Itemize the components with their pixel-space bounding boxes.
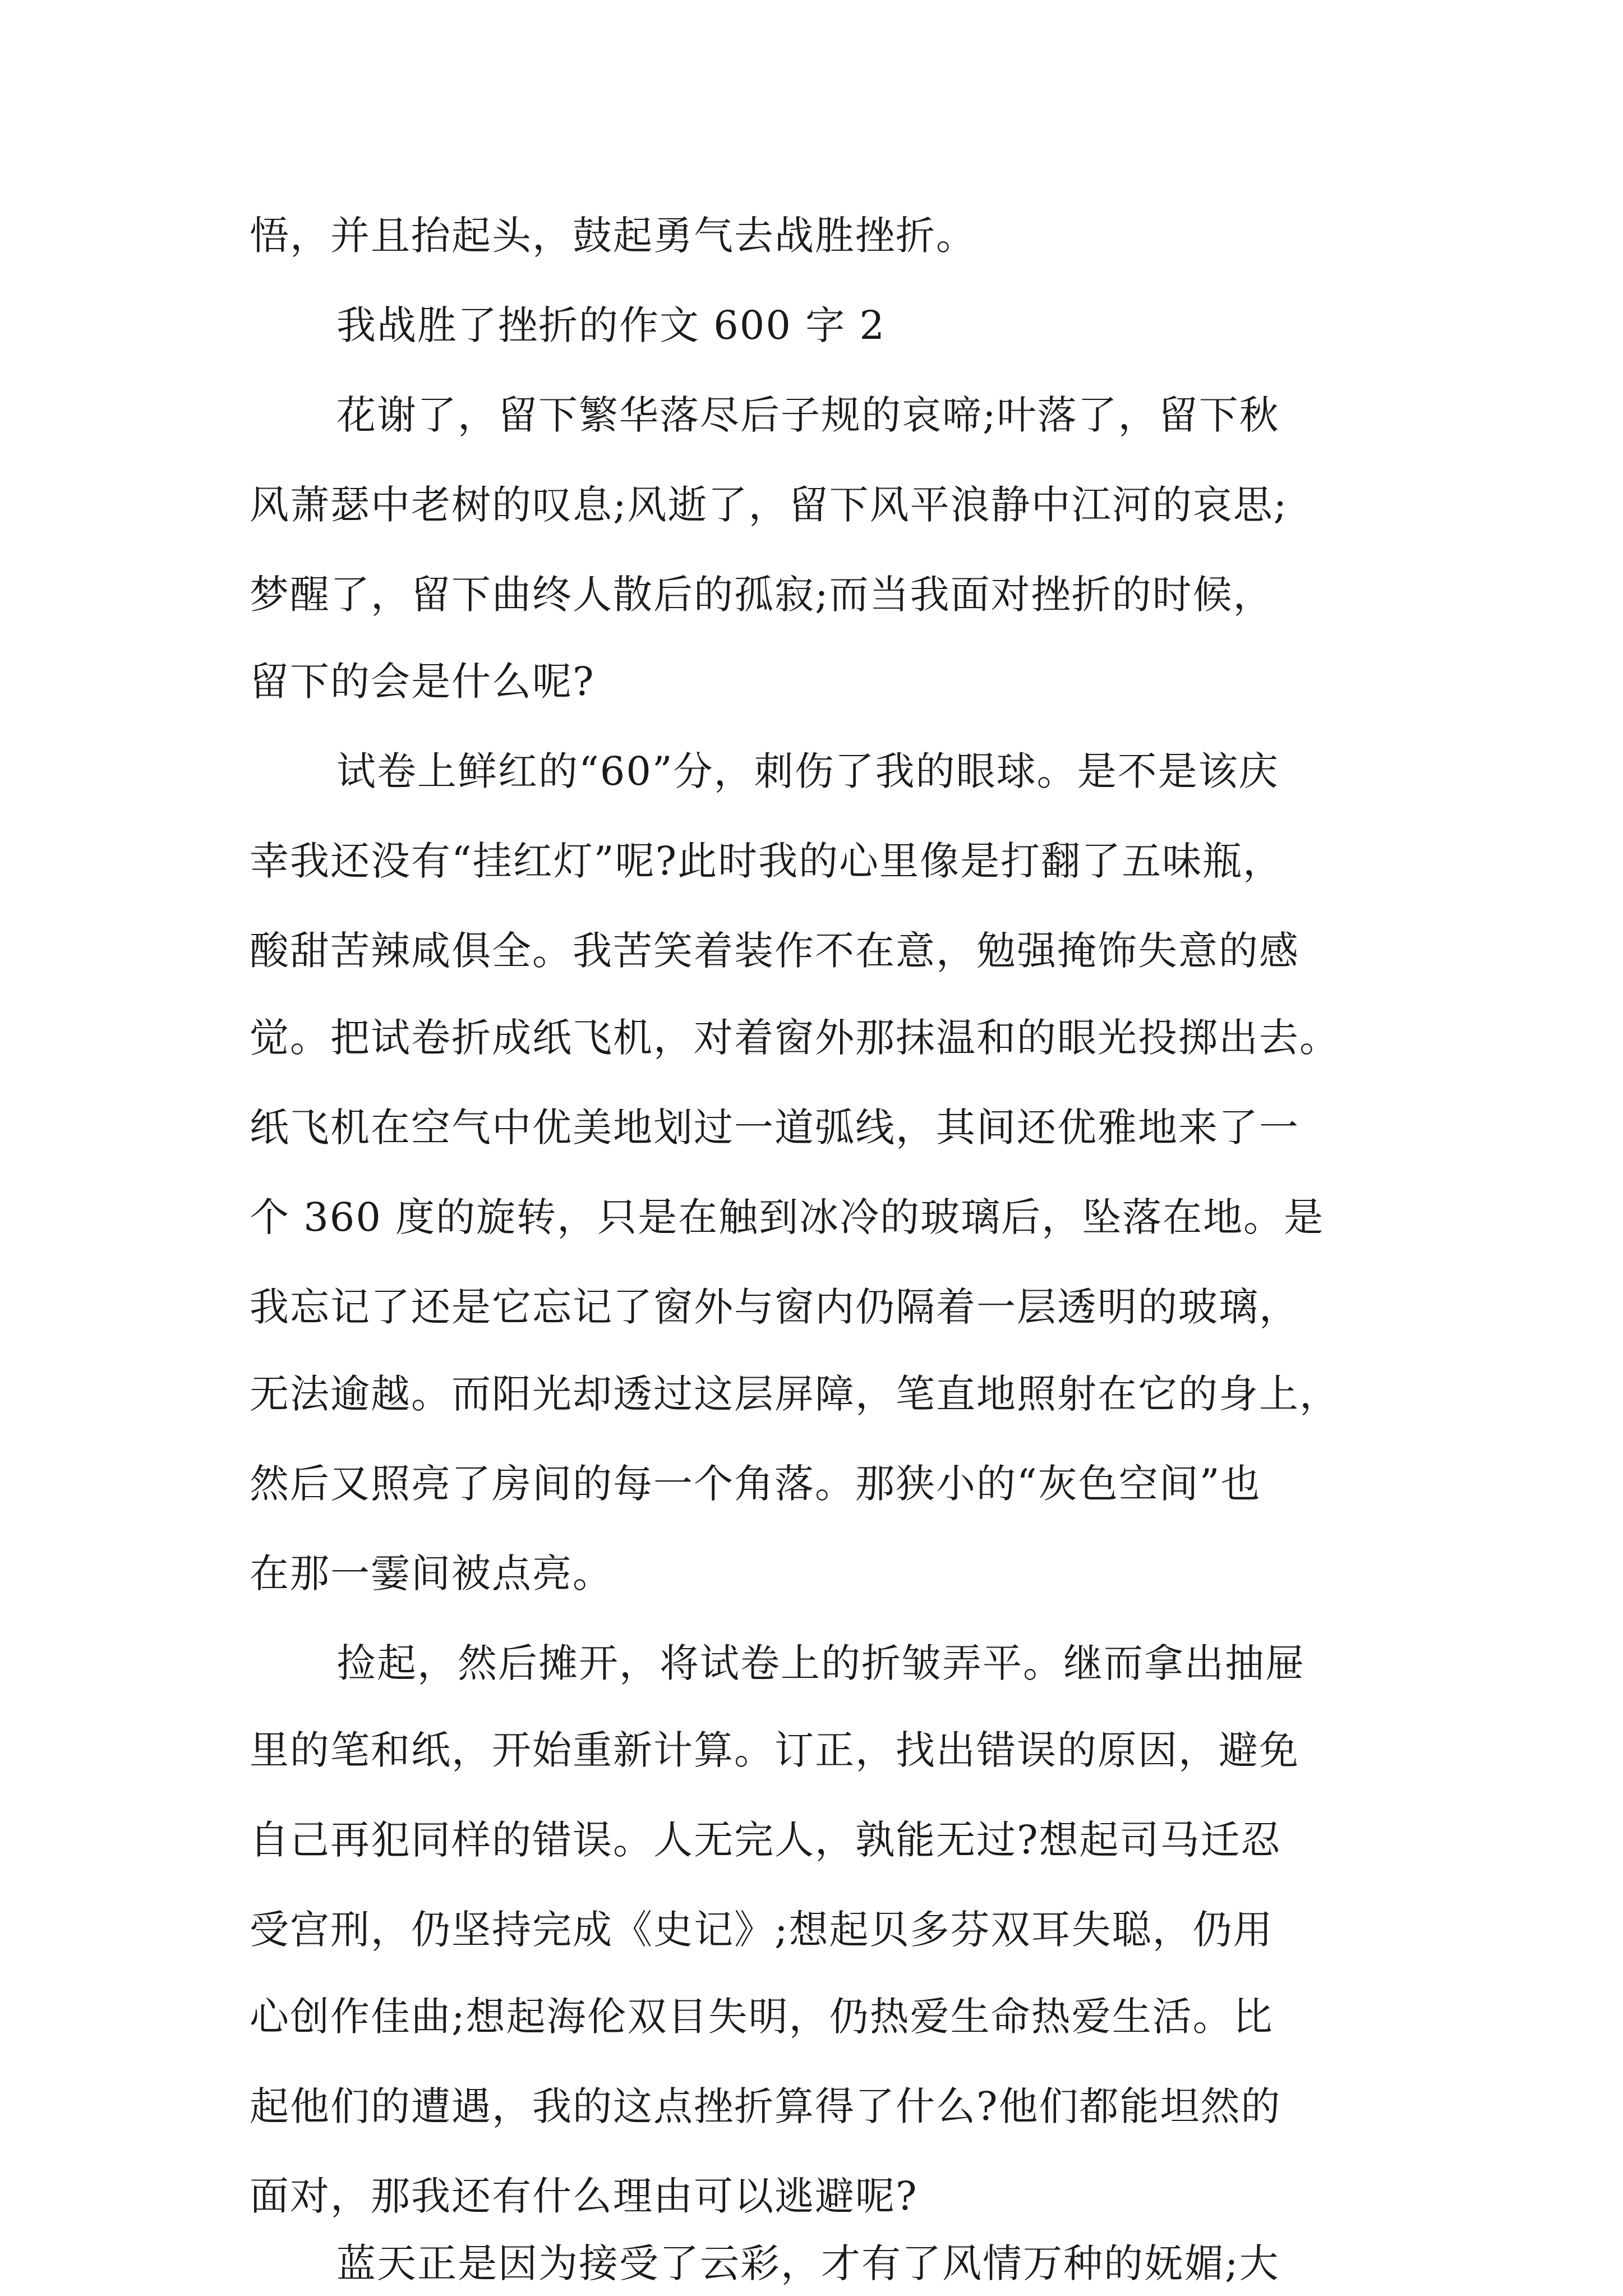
text-line: 纸飞机在空气中优美地划过一道弧线，其间还优雅地来了一 (250, 1105, 1299, 1151)
text-line: 在那一霎间被点亮。 (250, 1550, 613, 1596)
text-line: 试卷上鲜红的“60”分，刺伤了我的眼球。是不是该庆 (336, 748, 1279, 794)
text-line: 个 360 度的旋转，只是在触到冰冷的玻璃后，坠落在地。是 (250, 1194, 1325, 1240)
text-line: 幸我还没有“挂红灯”呢?此时我的心里像是打翻了五味瓶， (250, 838, 1284, 884)
text-line: 觉。把试卷折成纸飞机，对着窗外那抹温和的眼光投掷出去。 (250, 1015, 1340, 1061)
text-line: 自己再犯同样的错误。人无完人，孰能无过?想起司马迁忍 (250, 1817, 1281, 1863)
text-line: 里的笔和纸，开始重新计算。订正，找出错误的原因，避免 (250, 1727, 1299, 1773)
text-line: 花谢了，留下繁华落尽后子规的哀啼;叶落了，留下秋 (336, 392, 1280, 438)
text-line: 我忘记了还是它忘记了窗外与窗内仍隔着一层透明的玻璃， (250, 1284, 1299, 1330)
text-line: 蓝天正是因为接受了云彩，才有了风情万种的妩媚;大 (336, 2240, 1280, 2286)
text-line: 梦醒了，留下曲终人散后的孤寂;而当我面对挫折的时候， (250, 572, 1274, 618)
text-line: 风萧瑟中老树的叹息;风逝了，留下风平浪静中江河的哀思; (250, 482, 1288, 528)
essay-title: 我战胜了挫折的作文 600 字 2 (336, 302, 886, 348)
text-line: 留下的会是什么呢? (250, 659, 595, 705)
text-line: 酸甜苦辣咸俱全。我苦笑着装作不在意，勉强掩饰失意的感 (250, 928, 1299, 974)
text-line: 悟，并且抬起头，鼓起勇气去战胜挫折。 (250, 213, 976, 259)
text-line: 面对，那我还有什么理由可以逃避呢? (250, 2173, 918, 2219)
text-line: 受宫刑，仍坚持完成《史记》;想起贝多芬双耳失聪，仍用 (250, 1907, 1274, 1953)
text-line: 起他们的遭遇，我的这点挫折算得了什么?他们都能坦然的 (250, 2083, 1281, 2129)
text-line: 捡起，然后摊开，将试卷上的折皱弄平。继而拿出抽屉 (336, 1640, 1306, 1686)
text-line: 然后又照亮了房间的每一个角落。那狭小的“灰色空间”也 (250, 1461, 1261, 1507)
text-line: 无法逾越。而阳光却透过这层屏障，笔直地照射在它的身上， (250, 1371, 1340, 1417)
text-line: 心创作佳曲;想起海伦双目失明，仍热爱生命热爱生活。比 (250, 1994, 1274, 2040)
